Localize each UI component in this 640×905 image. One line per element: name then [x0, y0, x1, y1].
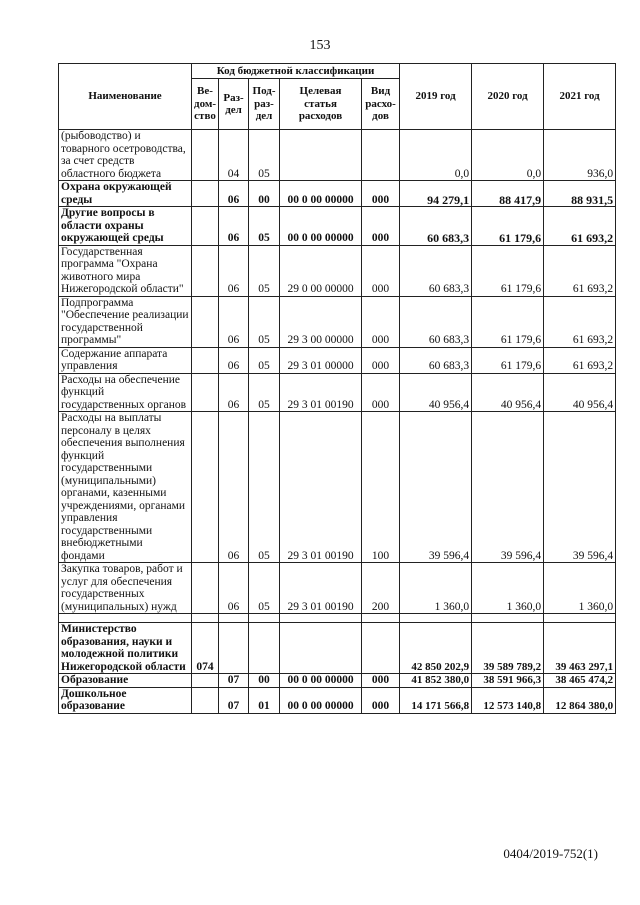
row-name: Охрана окружающей среды [59, 181, 192, 207]
row-2019: 14 171 566,8 [400, 687, 472, 713]
row-vedomstvo [192, 130, 219, 181]
header-2019: 2019 год [400, 64, 472, 130]
row-2021: 61 693,2 [544, 296, 616, 347]
row-2020: 40 956,4 [472, 373, 544, 412]
table-row [59, 347, 616, 373]
row-vedomstvo [192, 412, 219, 563]
row-name: Подпрограмма "Обеспечение реализации государственной программы" [59, 296, 192, 347]
row-target: 29 3 01 00190 [280, 412, 362, 563]
row-name: Закупка товаров, работ и услуг для обеспечения государственных (муниципальных) нужд [59, 563, 192, 614]
row-name: Образование [59, 674, 192, 688]
row-vid: 000 [362, 373, 400, 412]
header-podrazdel: Под- раз- дел [249, 79, 280, 130]
row-vedomstvo: 074 [192, 623, 219, 674]
row-target: 29 3 01 00000 [280, 347, 362, 373]
row-2020: 1 360,0 [472, 563, 544, 614]
row-razdel: 06 [219, 347, 249, 373]
row-razdel: 06 [219, 181, 249, 207]
spacer-row [59, 614, 616, 623]
row-podrazdel: 05 [249, 373, 280, 412]
row-target: 00 0 00 00000 [280, 207, 362, 246]
row-name: Государственная программа "Охрана животного мира Нижегородской области" [59, 245, 192, 296]
row-2020: 61 179,6 [472, 296, 544, 347]
row-vid: 000 [362, 296, 400, 347]
table-row [59, 296, 616, 347]
row-vid [362, 623, 400, 674]
header-vid: Вид расхо- дов [362, 79, 400, 130]
row-vedomstvo [192, 347, 219, 373]
row-name: Расходы на выплаты персоналу в целях обеспечения выполнения функций государственными (муниципальными) органами, казенными учреждениями, органами управления государственными внебюджетными фондами [59, 412, 192, 563]
table-row [59, 207, 616, 246]
table-row [59, 130, 616, 181]
row-target: 29 3 00 00000 [280, 296, 362, 347]
row-2020: 38 591 966,3 [472, 674, 544, 688]
row-vid: 200 [362, 563, 400, 614]
row-target [280, 130, 362, 181]
row-podrazdel: 00 [249, 674, 280, 688]
row-vid: 100 [362, 412, 400, 563]
row-2021: 40 956,4 [544, 373, 616, 412]
row-vid: 000 [362, 207, 400, 246]
row-2021: 936,0 [544, 130, 616, 181]
row-podrazdel: 05 [249, 130, 280, 181]
row-vedomstvo [192, 181, 219, 207]
row-razdel: 06 [219, 207, 249, 246]
row-target: 00 0 00 00000 [280, 181, 362, 207]
row-2021: 61 693,2 [544, 347, 616, 373]
row-vid: 000 [362, 347, 400, 373]
header-code-group: Код бюджетной классификации [192, 64, 400, 79]
row-vid: 000 [362, 245, 400, 296]
row-2020: 0,0 [472, 130, 544, 181]
table-row [59, 623, 616, 674]
header-vedomstvo: Ве- дом- ство [192, 79, 219, 130]
row-vedomstvo [192, 563, 219, 614]
table-row [59, 563, 616, 614]
row-podrazdel [249, 623, 280, 674]
row-2019: 0,0 [400, 130, 472, 181]
header-razdel: Раз- дел [219, 79, 249, 130]
row-target [280, 623, 362, 674]
row-razdel: 06 [219, 412, 249, 563]
row-podrazdel: 05 [249, 296, 280, 347]
row-2021: 61 693,2 [544, 207, 616, 246]
row-2020: 39 589 789,2 [472, 623, 544, 674]
row-vedomstvo [192, 687, 219, 713]
row-2021: 39 463 297,1 [544, 623, 616, 674]
row-razdel: 07 [219, 674, 249, 688]
row-podrazdel: 05 [249, 563, 280, 614]
row-2020: 61 179,6 [472, 347, 544, 373]
row-2020: 61 179,6 [472, 245, 544, 296]
row-target: 00 0 00 00000 [280, 674, 362, 688]
row-2021: 61 693,2 [544, 245, 616, 296]
row-vid: 000 [362, 674, 400, 688]
row-2019: 94 279,1 [400, 181, 472, 207]
row-razdel [219, 623, 249, 674]
row-name: (рыбоводство) и товарного осетроводства, за счет средств областного бюджета [59, 130, 192, 181]
header-2020: 2020 год [472, 64, 544, 130]
page-number: 153 [309, 38, 331, 53]
row-podrazdel: 05 [249, 207, 280, 246]
table-row [59, 674, 616, 688]
row-2019: 42 850 202,9 [400, 623, 472, 674]
row-razdel: 07 [219, 687, 249, 713]
row-podrazdel: 05 [249, 412, 280, 563]
header-name: Наименование [59, 64, 192, 130]
row-name: Другие вопросы в области охраны окружающей среды [59, 207, 192, 246]
table-row [59, 687, 616, 713]
row-2019: 1 360,0 [400, 563, 472, 614]
header-target: Целевая статья расходов [280, 79, 362, 130]
row-target: 29 3 01 00190 [280, 373, 362, 412]
row-razdel: 04 [219, 130, 249, 181]
row-2020: 61 179,6 [472, 207, 544, 246]
row-name: Содержание аппарата управления [59, 347, 192, 373]
budget-table [58, 63, 616, 714]
row-vid: 000 [362, 181, 400, 207]
row-2019: 60 683,3 [400, 347, 472, 373]
row-target: 29 3 01 00190 [280, 563, 362, 614]
row-razdel: 06 [219, 373, 249, 412]
row-2019: 60 683,3 [400, 207, 472, 246]
row-2021: 1 360,0 [544, 563, 616, 614]
row-vedomstvo [192, 674, 219, 688]
row-vid [362, 130, 400, 181]
row-2019: 40 956,4 [400, 373, 472, 412]
row-2019: 41 852 380,0 [400, 674, 472, 688]
row-podrazdel: 05 [249, 347, 280, 373]
row-target: 00 0 00 00000 [280, 687, 362, 713]
row-2019: 39 596,4 [400, 412, 472, 563]
row-razdel: 06 [219, 245, 249, 296]
row-2020: 39 596,4 [472, 412, 544, 563]
table-row [59, 373, 616, 412]
row-vedomstvo [192, 245, 219, 296]
row-vedomstvo [192, 296, 219, 347]
row-razdel: 06 [219, 563, 249, 614]
row-podrazdel: 00 [249, 181, 280, 207]
row-name: Дошкольное образование [59, 687, 192, 713]
row-podrazdel: 05 [249, 245, 280, 296]
table-row [59, 412, 616, 563]
document-code: 0404/2019-752(1) [503, 846, 598, 861]
row-vedomstvo [192, 373, 219, 412]
row-2020: 88 417,9 [472, 181, 544, 207]
row-vedomstvo [192, 207, 219, 246]
row-vid: 000 [362, 687, 400, 713]
row-2021: 39 596,4 [544, 412, 616, 563]
row-2021: 12 864 380,0 [544, 687, 616, 713]
row-2019: 60 683,3 [400, 245, 472, 296]
header-2021: 2021 год [544, 64, 616, 130]
row-target: 29 0 00 00000 [280, 245, 362, 296]
table-row [59, 181, 616, 207]
table-row [59, 245, 616, 296]
row-2019: 60 683,3 [400, 296, 472, 347]
row-podrazdel: 01 [249, 687, 280, 713]
row-razdel: 06 [219, 296, 249, 347]
row-name: Министерство образования, науки и молодежной политики Нижегородской области [59, 623, 192, 674]
row-2021: 38 465 474,2 [544, 674, 616, 688]
row-2021: 88 931,5 [544, 181, 616, 207]
row-name: Расходы на обеспечение функций государственных органов [59, 373, 192, 412]
row-2020: 12 573 140,8 [472, 687, 544, 713]
